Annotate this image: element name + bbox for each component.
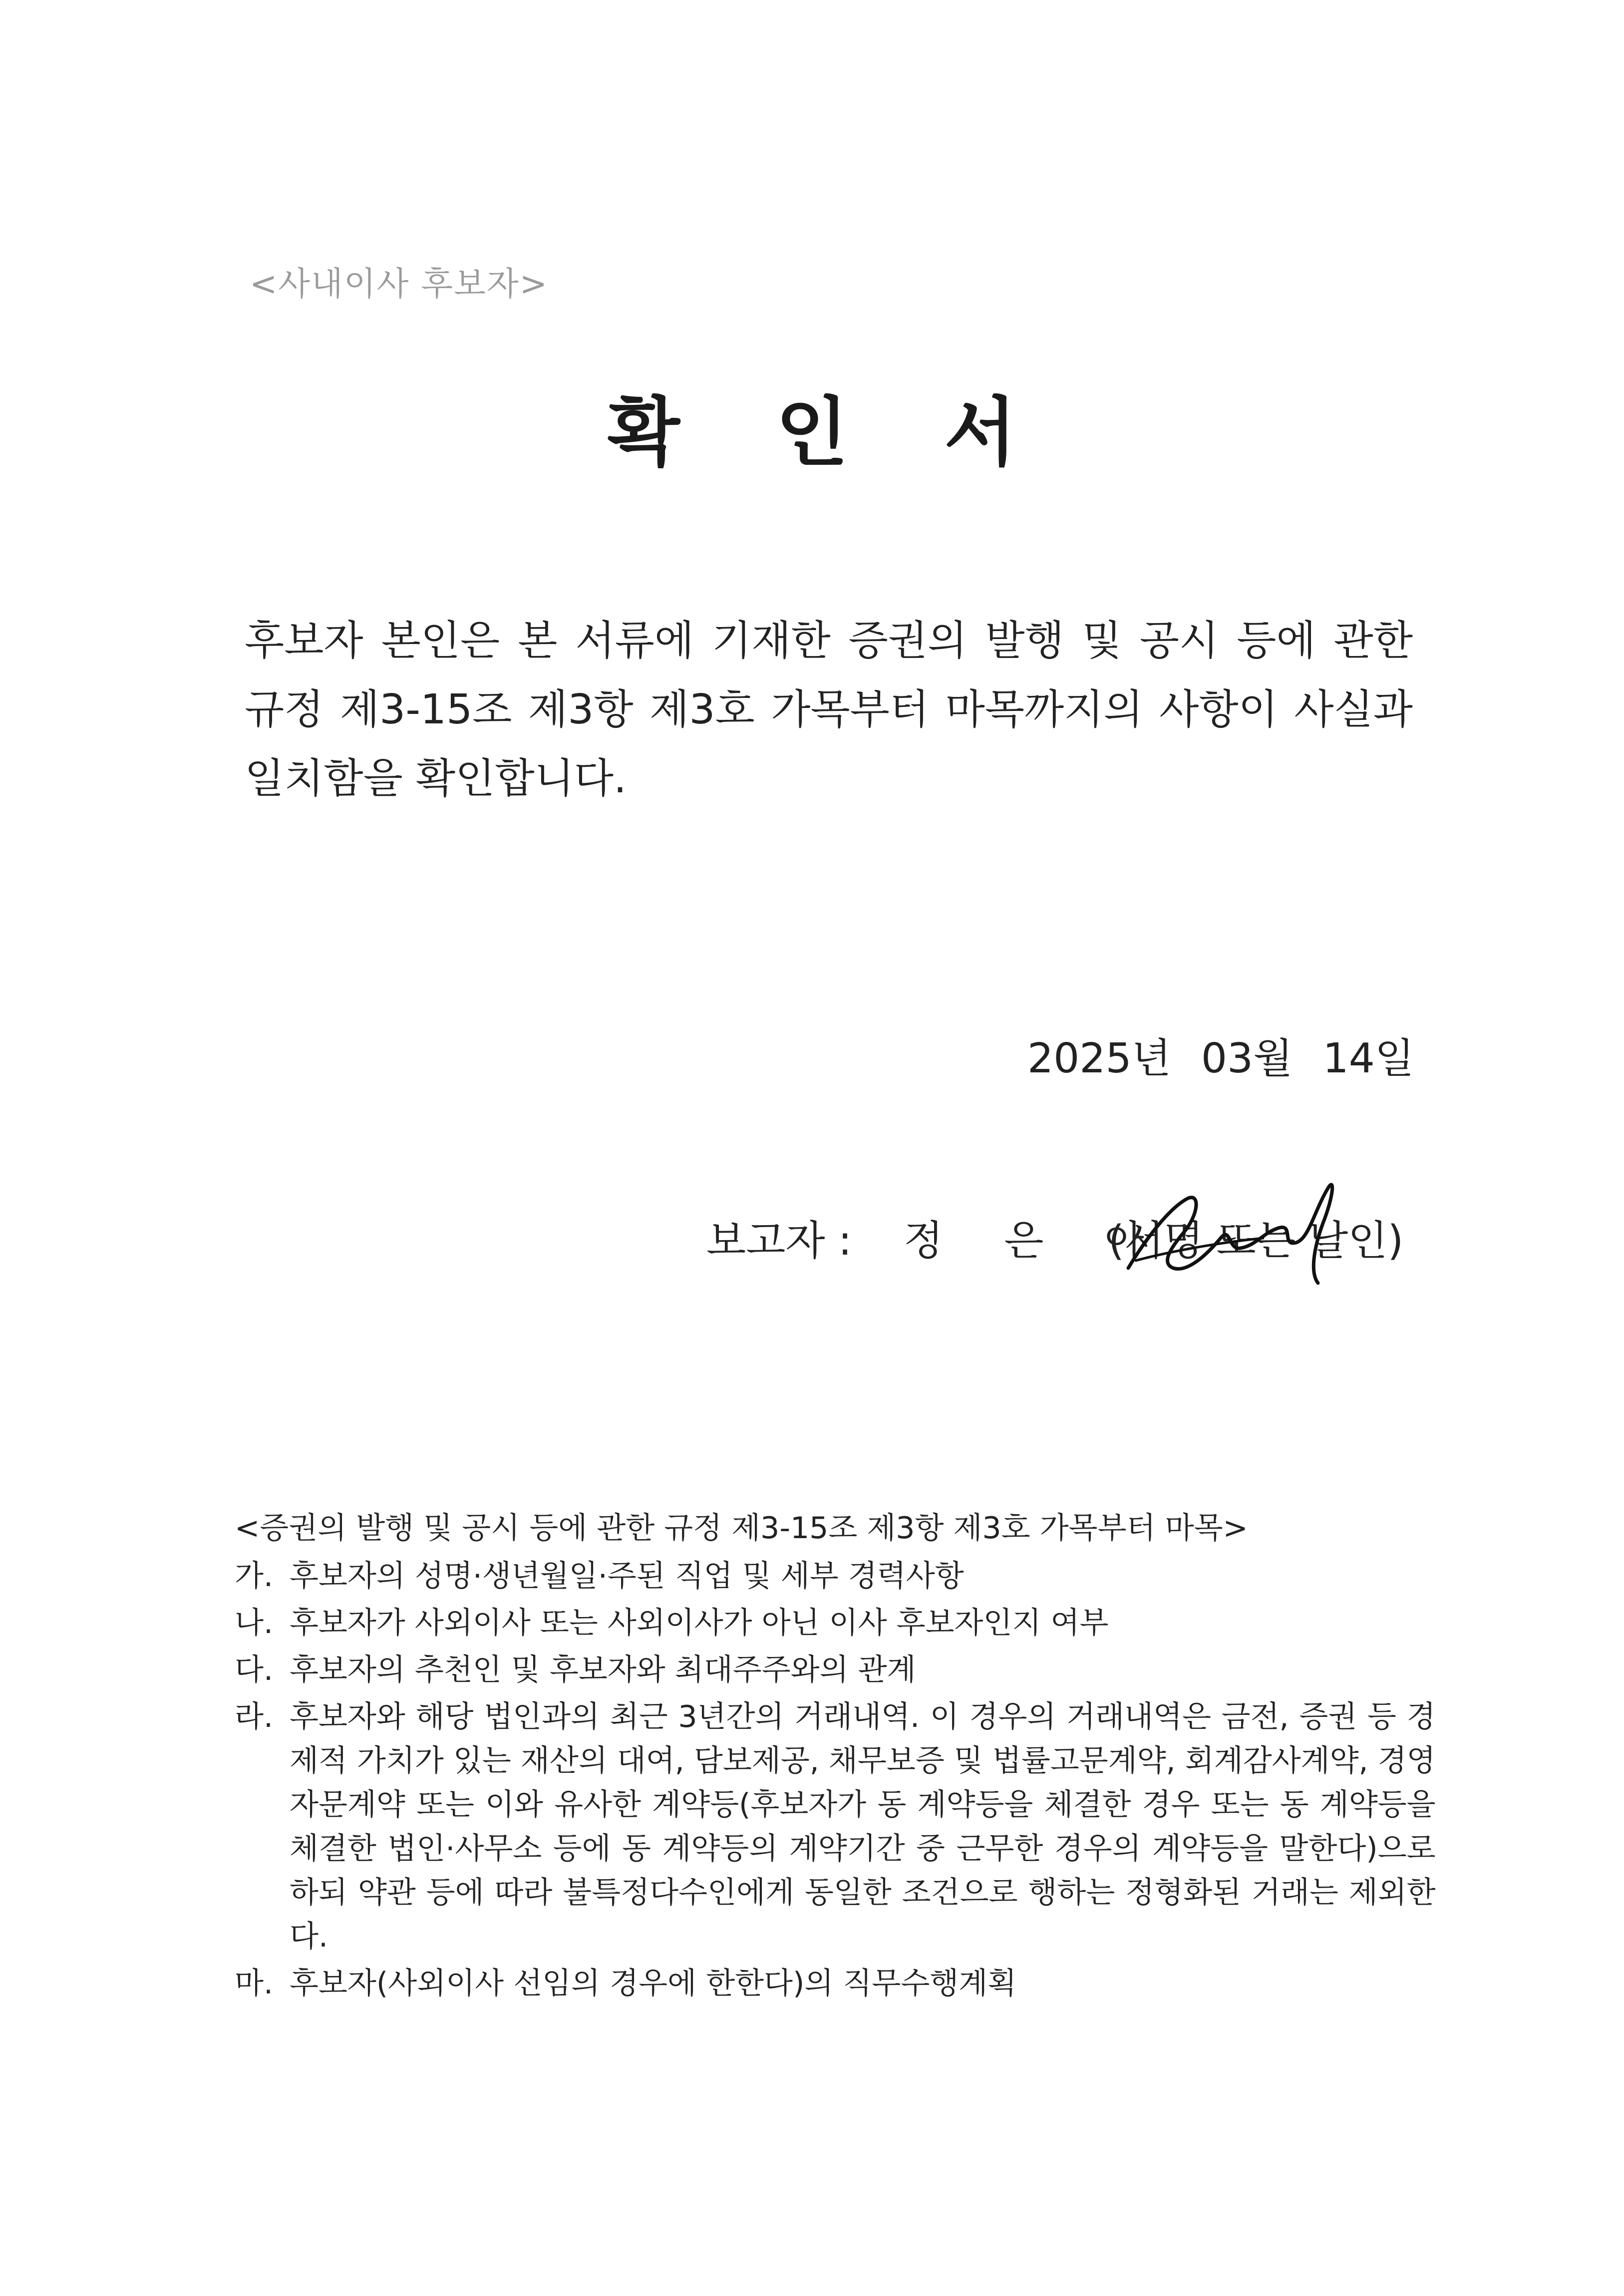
date-day: 14일 <box>1322 1035 1414 1082</box>
rule-text <box>290 1554 1418 1598</box>
handwritten-signature <box>1113 1168 1373 1293</box>
rule-line: 후보자의 성명·생년월일·주된 직업 및 세부 경력사항 <box>290 1559 964 1594</box>
date-year: 2025년 <box>1027 1035 1171 1082</box>
rule-item <box>235 1554 1418 1598</box>
rule-text <box>290 1962 1418 2005</box>
rule-line: 다. <box>290 1919 328 1954</box>
rule-line: 후보자(사외이사 선임의 경우에 한한다)의 직무수행계획 <box>290 1966 1017 2001</box>
reporter-label: 보고자 : <box>706 1217 852 1265</box>
rules-reference <box>235 1505 1436 2005</box>
signature-instruction: (서명 또는 날인) <box>1108 1217 1404 1265</box>
statement-line: 후보자 본인은 본 서류에 기재한 증권의 발행 및 공시 등에 관한 <box>245 617 1413 664</box>
rule-line: 제적 가치가 있는 재산의 대여, 담보제공, 채무보증 및 법률고문계약, 회계감사계약, 경영 <box>290 1743 1436 1778</box>
rule-line: 체결한 법인·사무소 등에 동 계약등의 계약기간 중 근무한 경우의 계약등을 말한다)으로 <box>290 1831 1436 1866</box>
rule-line: 후보자의 추천인 및 후보자와 최대주주와의 관계 <box>290 1652 916 1687</box>
reporter-name: 정 은 아 <box>904 1217 1168 1265</box>
rule-item <box>235 1962 1418 2005</box>
rule-marker: 가. <box>235 1559 274 1594</box>
rule-text <box>290 1695 1436 1959</box>
document-date <box>1027 1026 1414 1084</box>
rule-line: 하되 약관 등에 따라 불특정다수인에게 동일한 조건으로 행하는 정형화된 거래는 제외한 <box>290 1875 1436 1910</box>
rules-title: <증권의 발행 및 공시 등에 관한 규정 제3-15조 제3항 제3호 가목부터 마목> <box>235 1511 1248 1546</box>
document-title: 확 인 서 <box>607 389 1052 476</box>
rule-text <box>290 1648 1418 1692</box>
rule-line: 후보자와 해당 법인과의 최근 3년간의 거래내역. 이 경우의 거래내역은 금전, 증권 등 경 <box>290 1699 1436 1734</box>
rule-item <box>235 1695 1436 1959</box>
rule-marker: 나. <box>235 1606 274 1640</box>
rule-item <box>235 1648 1418 1692</box>
rule-marker: 마. <box>235 1966 274 2001</box>
rule-line: 자문계약 또는 이와 유사한 계약등(후보자가 동 계약등을 체결한 경우 또는 동 계약등을 <box>290 1787 1436 1822</box>
statement-line: 일치함을 확인합니다. <box>245 755 627 802</box>
rule-text <box>290 1601 1418 1645</box>
rule-line: 후보자가 사외이사 또는 사외이사가 아닌 이사 후보자인지 여부 <box>290 1606 1109 1640</box>
confirmation-statement <box>245 607 1413 813</box>
rule-marker: 다. <box>235 1652 274 1687</box>
statement-line: 규정 제3-15조 제3항 제3호 가목부터 마목까지의 사항이 사실과 <box>245 686 1413 733</box>
date-month: 03월 <box>1201 1035 1293 1082</box>
rule-item <box>235 1601 1418 1645</box>
header-label: <사내이사 후보자> <box>250 265 548 303</box>
rule-marker: 라. <box>235 1699 274 1734</box>
